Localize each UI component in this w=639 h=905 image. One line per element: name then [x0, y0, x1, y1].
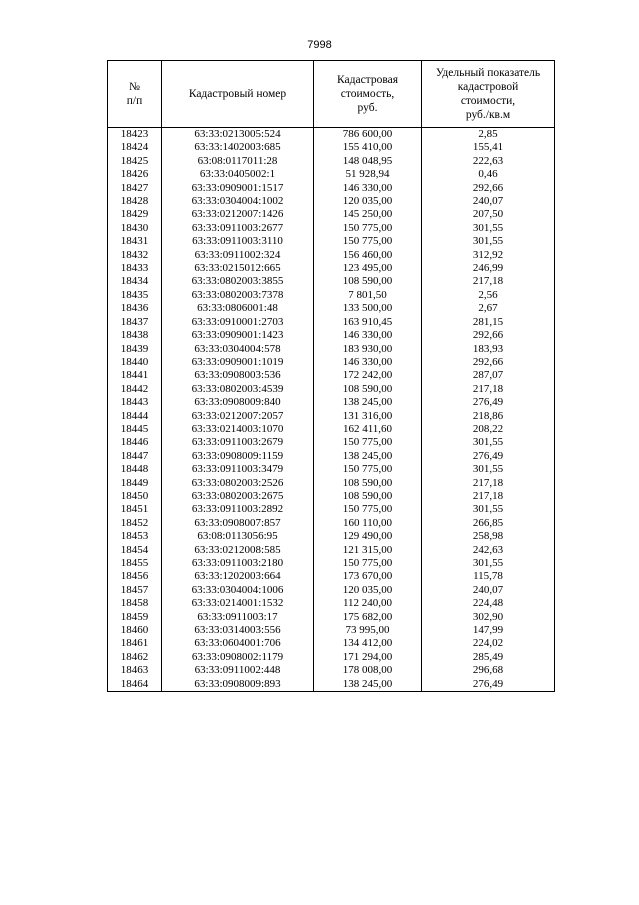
row-number-cell: 18438 [108, 329, 162, 342]
specific-index-cell: 246,99 [422, 262, 555, 275]
table-row [108, 517, 555, 530]
row-number-cell: 18430 [108, 222, 162, 235]
row-number-cell: 18434 [108, 275, 162, 288]
cadastral-value-cell: 108 590,00 [314, 490, 422, 503]
table-row [108, 128, 555, 142]
specific-index-cell: 281,15 [422, 316, 555, 329]
row-number-cell: 18463 [108, 664, 162, 677]
row-number-cell: 18464 [108, 678, 162, 692]
specific-index-cell: 301,55 [422, 436, 555, 449]
cadastral-number-cell: 63:33:0911003:2892 [162, 503, 314, 516]
table-row [108, 410, 555, 423]
row-number-cell: 18426 [108, 168, 162, 181]
row-number-cell: 18437 [108, 316, 162, 329]
cadastral-value-cell: 183 930,00 [314, 343, 422, 356]
row-number-cell: 18451 [108, 503, 162, 516]
row-number-cell: 18457 [108, 584, 162, 597]
cadastral-value-cell: 786 600,00 [314, 128, 422, 142]
table-row [108, 249, 555, 262]
table-body [108, 128, 555, 692]
row-number-cell: 18453 [108, 530, 162, 543]
specific-index-cell: 0,46 [422, 168, 555, 181]
cadastral-number-cell: 63:33:0910001:2703 [162, 316, 314, 329]
header-number: № п/п [108, 61, 162, 128]
cadastral-number-cell: 63:33:0405002:1 [162, 168, 314, 181]
row-number-cell: 18443 [108, 396, 162, 409]
cadastral-value-cell: 108 590,00 [314, 275, 422, 288]
cadastral-value-cell: 138 245,00 [314, 396, 422, 409]
cadastral-value-cell: 175 682,00 [314, 611, 422, 624]
cadastral-number-cell: 63:33:0909001:1423 [162, 329, 314, 342]
specific-index-cell: 115,78 [422, 570, 555, 583]
cadastral-value-cell: 172 242,00 [314, 369, 422, 382]
specific-index-cell: 183,93 [422, 343, 555, 356]
cadastral-value-cell: 150 775,00 [314, 235, 422, 248]
header-specific-index: Удельный показатель кадастровой стоимости, руб./кв.м [422, 61, 555, 128]
row-number-cell: 18423 [108, 128, 162, 142]
row-number-cell: 18429 [108, 208, 162, 221]
cadastral-number-cell: 63:33:0212008:585 [162, 544, 314, 557]
cadastral-value-cell: 178 008,00 [314, 664, 422, 677]
table-row [108, 329, 555, 342]
cadastral-value-cell: 134 412,00 [314, 637, 422, 650]
cadastral-value-cell: 146 330,00 [314, 182, 422, 195]
cadastral-value-cell: 108 590,00 [314, 383, 422, 396]
row-number-cell: 18452 [108, 517, 162, 530]
table-row [108, 396, 555, 409]
specific-index-cell: 217,18 [422, 275, 555, 288]
row-number-cell: 18447 [108, 450, 162, 463]
cadastral-number-cell: 63:33:0213005:524 [162, 128, 314, 142]
table-row [108, 664, 555, 677]
specific-index-cell: 240,07 [422, 195, 555, 208]
table-row [108, 530, 555, 543]
table-row [108, 597, 555, 610]
row-number-cell: 18436 [108, 302, 162, 315]
cadastral-number-cell: 63:33:0911003:2677 [162, 222, 314, 235]
cadastral-number-cell: 63:33:0911002:448 [162, 664, 314, 677]
table-row [108, 289, 555, 302]
cadastral-number-cell: 63:33:0802003:2675 [162, 490, 314, 503]
row-number-cell: 18446 [108, 436, 162, 449]
specific-index-cell: 217,18 [422, 490, 555, 503]
row-number-cell: 18460 [108, 624, 162, 637]
specific-index-cell: 296,68 [422, 664, 555, 677]
row-number-cell: 18427 [108, 182, 162, 195]
cadastral-value-cell: 146 330,00 [314, 329, 422, 342]
row-number-cell: 18461 [108, 637, 162, 650]
specific-index-cell: 208,22 [422, 423, 555, 436]
cadastral-value-cell: 133 500,00 [314, 302, 422, 315]
cadastral-value-cell: 108 590,00 [314, 477, 422, 490]
cadastral-number-cell: 63:33:0314003:556 [162, 624, 314, 637]
specific-index-cell: 276,49 [422, 450, 555, 463]
cadastral-number-cell: 63:33:0212007:2057 [162, 410, 314, 423]
row-number-cell: 18445 [108, 423, 162, 436]
table-row [108, 208, 555, 221]
header-cadastral-value: Кадастровая стоимость, руб. [314, 61, 422, 128]
row-number-cell: 18428 [108, 195, 162, 208]
row-number-cell: 18449 [108, 477, 162, 490]
specific-index-cell: 218,86 [422, 410, 555, 423]
table-header-row [108, 61, 555, 128]
table-row [108, 463, 555, 476]
cadastral-value-cell: 173 670,00 [314, 570, 422, 583]
specific-index-cell: 217,18 [422, 383, 555, 396]
specific-index-cell: 301,55 [422, 235, 555, 248]
table-row [108, 195, 555, 208]
cadastral-value-cell: 146 330,00 [314, 356, 422, 369]
specific-index-cell: 222,63 [422, 155, 555, 168]
cadastral-value-cell: 112 240,00 [314, 597, 422, 610]
cadastral-value-cell: 131 316,00 [314, 410, 422, 423]
cadastral-value-cell: 121 315,00 [314, 544, 422, 557]
table-row [108, 235, 555, 248]
cadastral-number-cell: 63:33:0304004:578 [162, 343, 314, 356]
table-row [108, 611, 555, 624]
table-row [108, 584, 555, 597]
cadastral-number-cell: 63:33:0911003:2679 [162, 436, 314, 449]
cadastral-value-cell: 145 250,00 [314, 208, 422, 221]
specific-index-cell: 224,02 [422, 637, 555, 650]
table-row [108, 557, 555, 570]
specific-index-cell: 2,67 [422, 302, 555, 315]
specific-index-cell: 287,07 [422, 369, 555, 382]
row-number-cell: 18432 [108, 249, 162, 262]
specific-index-cell: 301,55 [422, 222, 555, 235]
specific-index-cell: 285,49 [422, 651, 555, 664]
table-row [108, 570, 555, 583]
table-row [108, 182, 555, 195]
cadastral-number-cell: 63:33:0909001:1517 [162, 182, 314, 195]
table-row [108, 275, 555, 288]
table-row [108, 383, 555, 396]
cadastral-number-cell: 63:33:0908009:893 [162, 678, 314, 692]
cadastral-value-cell: 162 411,60 [314, 423, 422, 436]
row-number-cell: 18433 [108, 262, 162, 275]
row-number-cell: 18458 [108, 597, 162, 610]
specific-index-cell: 266,85 [422, 517, 555, 530]
cadastral-number-cell: 63:33:0214003:1070 [162, 423, 314, 436]
cadastral-number-cell: 63:33:0908003:536 [162, 369, 314, 382]
row-number-cell: 18455 [108, 557, 162, 570]
cadastral-number-cell: 63:33:0911003:17 [162, 611, 314, 624]
specific-index-cell: 207,50 [422, 208, 555, 221]
cadastral-value-cell: 148 048,95 [314, 155, 422, 168]
specific-index-cell: 217,18 [422, 477, 555, 490]
cadastral-value-cell: 150 775,00 [314, 503, 422, 516]
table-row [108, 168, 555, 181]
table-row [108, 450, 555, 463]
table-row [108, 222, 555, 235]
cadastral-value-cell: 150 775,00 [314, 436, 422, 449]
cadastral-value-cell: 156 460,00 [314, 249, 422, 262]
cadastral-value-cell: 150 775,00 [314, 222, 422, 235]
cadastral-number-cell: 63:33:0908007:857 [162, 517, 314, 530]
specific-index-cell: 276,49 [422, 396, 555, 409]
table-row [108, 544, 555, 557]
cadastral-number-cell: 63:33:0911002:324 [162, 249, 314, 262]
cadastral-value-cell: 138 245,00 [314, 450, 422, 463]
table-row [108, 302, 555, 315]
cadastral-value-cell: 138 245,00 [314, 678, 422, 692]
specific-index-cell: 258,98 [422, 530, 555, 543]
cadastral-number-cell: 63:33:0911003:3479 [162, 463, 314, 476]
cadastral-number-cell: 63:33:0911003:3110 [162, 235, 314, 248]
cadastral-number-cell: 63:08:0113056:95 [162, 530, 314, 543]
cadastral-number-cell: 63:33:0802003:4539 [162, 383, 314, 396]
cadastral-number-cell: 63:33:0215012:665 [162, 262, 314, 275]
cadastral-number-cell: 63:33:0909001:1019 [162, 356, 314, 369]
specific-index-cell: 301,55 [422, 463, 555, 476]
specific-index-cell: 224,48 [422, 597, 555, 610]
cadastral-value-cell: 155 410,00 [314, 141, 422, 154]
table-row [108, 423, 555, 436]
cadastral-value-cell: 150 775,00 [314, 463, 422, 476]
cadastral-number-cell: 63:33:1202003:664 [162, 570, 314, 583]
row-number-cell: 18441 [108, 369, 162, 382]
table-row [108, 637, 555, 650]
table-row [108, 477, 555, 490]
row-number-cell: 18462 [108, 651, 162, 664]
table-row [108, 651, 555, 664]
row-number-cell: 18425 [108, 155, 162, 168]
specific-index-cell: 242,63 [422, 544, 555, 557]
cadastral-number-cell: 63:33:0604001:706 [162, 637, 314, 650]
row-number-cell: 18424 [108, 141, 162, 154]
cadastral-number-cell: 63:08:0117011:28 [162, 155, 314, 168]
cadastral-value-cell: 7 801,50 [314, 289, 422, 302]
cadastral-number-cell: 63:33:0908002:1179 [162, 651, 314, 664]
specific-index-cell: 292,66 [422, 182, 555, 195]
specific-index-cell: 2,85 [422, 128, 555, 142]
row-number-cell: 18442 [108, 383, 162, 396]
row-number-cell: 18444 [108, 410, 162, 423]
specific-index-cell: 240,07 [422, 584, 555, 597]
cadastral-number-cell: 63:33:0304004:1002 [162, 195, 314, 208]
specific-index-cell: 312,92 [422, 249, 555, 262]
cadastral-number-cell: 63:33:0212007:1426 [162, 208, 314, 221]
table-row [108, 141, 555, 154]
table-row [108, 369, 555, 382]
cadastral-number-cell: 63:33:0806001:48 [162, 302, 314, 315]
cadastral-value-cell: 171 294,00 [314, 651, 422, 664]
cadastral-value-cell: 123 495,00 [314, 262, 422, 275]
cadastral-value-cell: 129 490,00 [314, 530, 422, 543]
table-row [108, 316, 555, 329]
row-number-cell: 18459 [108, 611, 162, 624]
specific-index-cell: 292,66 [422, 329, 555, 342]
cadastral-number-cell: 63:33:0908009:1159 [162, 450, 314, 463]
specific-index-cell: 155,41 [422, 141, 555, 154]
row-number-cell: 18450 [108, 490, 162, 503]
row-number-cell: 18435 [108, 289, 162, 302]
table-row [108, 503, 555, 516]
specific-index-cell: 302,90 [422, 611, 555, 624]
table-row [108, 678, 555, 692]
page-number: 7998 [307, 39, 332, 51]
cadastral-value-cell: 150 775,00 [314, 557, 422, 570]
cadastral-value-cell: 120 035,00 [314, 195, 422, 208]
table-row [108, 262, 555, 275]
cadastral-value-cell: 51 928,94 [314, 168, 422, 181]
table-row [108, 356, 555, 369]
cadastral-value-table [107, 60, 555, 692]
table-row [108, 490, 555, 503]
cadastral-value-cell: 73 995,00 [314, 624, 422, 637]
table-row [108, 155, 555, 168]
cadastral-number-cell: 63:33:0214001:1532 [162, 597, 314, 610]
cadastral-number-cell: 63:33:0802003:3855 [162, 275, 314, 288]
header-cadastral-number: Кадастровый номер [162, 61, 314, 128]
table-row [108, 436, 555, 449]
row-number-cell: 18431 [108, 235, 162, 248]
cadastral-number-cell: 63:33:0908009:840 [162, 396, 314, 409]
specific-index-cell: 301,55 [422, 503, 555, 516]
row-number-cell: 18454 [108, 544, 162, 557]
cadastral-number-cell: 63:33:0802003:2526 [162, 477, 314, 490]
cadastral-number-cell: 63:33:1402003:685 [162, 141, 314, 154]
cadastral-number-cell: 63:33:0304004:1006 [162, 584, 314, 597]
specific-index-cell: 2,56 [422, 289, 555, 302]
cadastral-value-cell: 160 110,00 [314, 517, 422, 530]
row-number-cell: 18439 [108, 343, 162, 356]
cadastral-number-cell: 63:33:0802003:7378 [162, 289, 314, 302]
specific-index-cell: 301,55 [422, 557, 555, 570]
table-row [108, 343, 555, 356]
specific-index-cell: 276,49 [422, 678, 555, 692]
specific-index-cell: 292,66 [422, 356, 555, 369]
row-number-cell: 18440 [108, 356, 162, 369]
table-row [108, 624, 555, 637]
cadastral-value-cell: 120 035,00 [314, 584, 422, 597]
row-number-cell: 18456 [108, 570, 162, 583]
cadastral-number-cell: 63:33:0911003:2180 [162, 557, 314, 570]
specific-index-cell: 147,99 [422, 624, 555, 637]
cadastral-value-cell: 163 910,45 [314, 316, 422, 329]
row-number-cell: 18448 [108, 463, 162, 476]
